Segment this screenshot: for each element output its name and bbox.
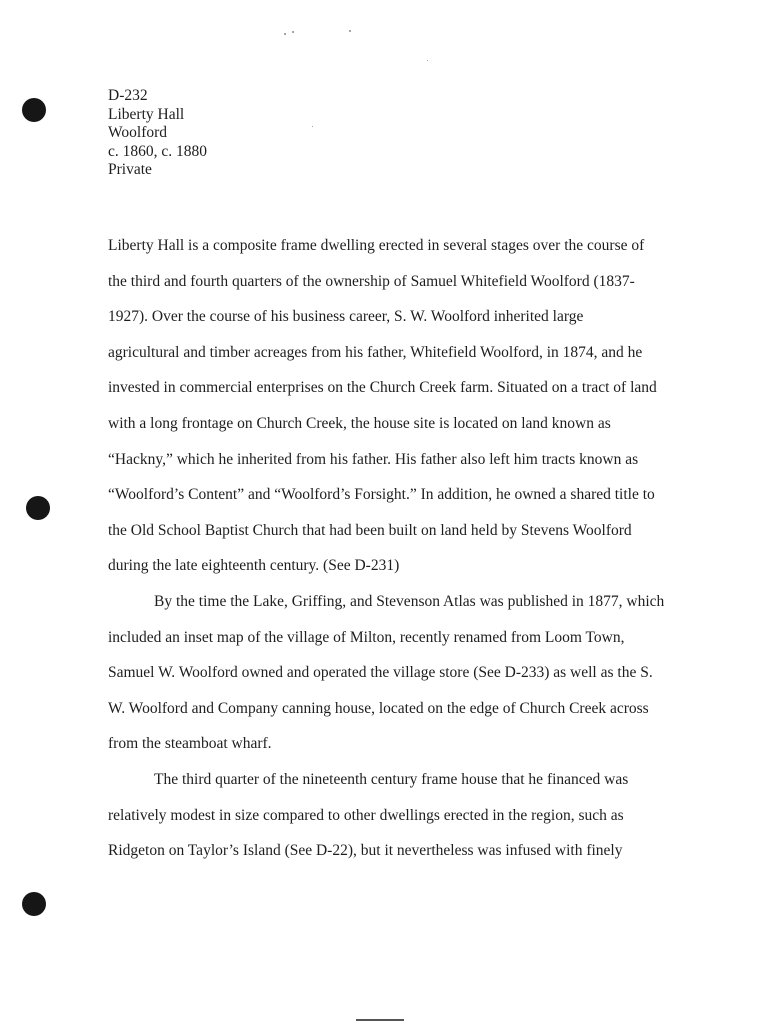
- punch-hole-top: [22, 98, 46, 122]
- text-line: from the steamboat wharf.: [108, 735, 272, 753]
- site-id: D-232: [108, 87, 148, 104]
- text-line: “Hackny,” which he inherited from his father. His father also left him tracts known as: [108, 450, 639, 468]
- property-name: Liberty Hall: [108, 105, 185, 123]
- scan-speck: [312, 126, 313, 127]
- text-line: “Woolford’s Content” and “Woolford’s Forsight.” In addition, he owned a shared title to: [108, 486, 655, 504]
- text-line: By the time the Lake, Griffing, and Stevenson Atlas was published in 1877, which: [154, 592, 665, 610]
- text-line: the third and fourth quarters of the ownership of Samuel Whitefield Woolford (1837-: [108, 272, 635, 290]
- scan-speck: [292, 31, 294, 33]
- text-line: the Old School Baptist Church that had been built on land held by Stevens Woolford: [108, 521, 632, 539]
- text-line: included an inset map of the village of Milton, recently renamed from Loom Town,: [108, 628, 625, 646]
- ownership: Private: [108, 161, 152, 178]
- scan-speck: [284, 33, 286, 35]
- text-line: agricultural and timber acreages from his father, Whitefield Woolford, in 1874, and he: [108, 343, 643, 361]
- document-header: [108, 87, 207, 180]
- text-line: W. Woolford and Company canning house, located on the edge of Church Creek across: [108, 699, 649, 717]
- text-line: The third quarter of the nineteenth century frame house that he financed was: [154, 770, 629, 788]
- description-body: [108, 228, 665, 869]
- punch-hole-bottom: [22, 892, 46, 916]
- text-line: 1927). Over the course of his business career, S. W. Woolford inherited large: [108, 308, 584, 326]
- text-line: with a long frontage on Church Creek, the house site is located on land known as: [108, 414, 611, 432]
- page-edge-mark: [356, 1019, 404, 1021]
- construction-date: c. 1860, c. 1880: [108, 142, 208, 160]
- text-line: invested in commercial enterprises on the Church Creek farm. Situated on a tract of land: [108, 379, 657, 397]
- text-line: Samuel W. Woolford owned and operated the village store (See D-233) as well as the S.: [108, 664, 653, 682]
- scan-speck: [349, 30, 351, 32]
- text-line: during the late eighteenth century. (See D-231): [108, 557, 400, 575]
- scan-speck: [427, 60, 428, 61]
- punch-hole-middle: [26, 496, 50, 520]
- location: Woolford: [108, 124, 168, 141]
- text-line: Liberty Hall is a composite frame dwelling erected in several stages over the course of: [108, 237, 645, 254]
- text-line: relatively modest in size compared to other dwellings erected in the region, such as: [108, 806, 624, 824]
- text-line: Ridgeton on Taylor’s Island (See D-22), but it nevertheless was infused with finely: [108, 842, 623, 860]
